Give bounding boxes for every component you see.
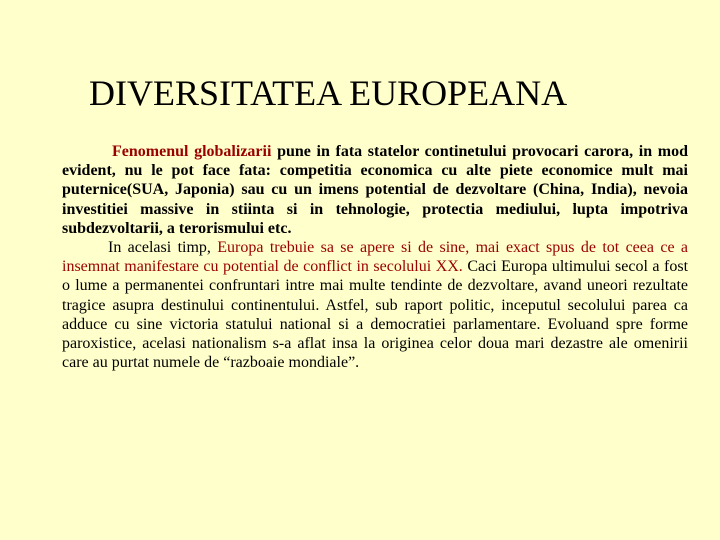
paragraph-europe-lead: In acelasi timp, — [108, 239, 218, 257]
paragraph-globalization-accent: Fenomenul globalizarii — [112, 143, 272, 160]
paragraph-europe — [62, 238, 688, 372]
paragraph-europe-accent: Europa trebuie sa se apere si de sine, mai exact spus de tot ceea ce a insemnat manifestare cu potential de conflict in secolului XX. — [62, 239, 689, 276]
paragraph-globalization — [62, 142, 688, 238]
paragraph-globalization-text: pune in fata statelor continetului provocari carora, in mod evident, nu le pot face fata: competitia economica cu alte piete economice mult mai puternice(SUA, Japonia) sau cu un imens potential de dezvoltare (China, India), nevoia investitiei massive in stiinta si in tehnologie, protectia mediului, lupta impotriva subdezvoltarii, a terorismului etc. — [62, 143, 688, 237]
paragraph-europe-text: Caci Europa ultimului secol a fost o lume a permanentei confruntari intre mai multe tendinte de dezvoltare, avand uneori rezultate tragice asupra destinului continentului. Astfel, sub raport politic, inceputul secolului parea ca adduce cu sine victoria statului national si a democratiei parlamentare. Evoluand spre forme paroxistice, acelasi nationalism s-a aflat insa la originea celor doua mari dezastre ale omenirii care au purtat numele de “razboaie mondiale”. — [62, 258, 689, 372]
slide-title: DIVERSITATEA EUROPEANA — [89, 73, 568, 113]
slide-body — [62, 142, 688, 372]
